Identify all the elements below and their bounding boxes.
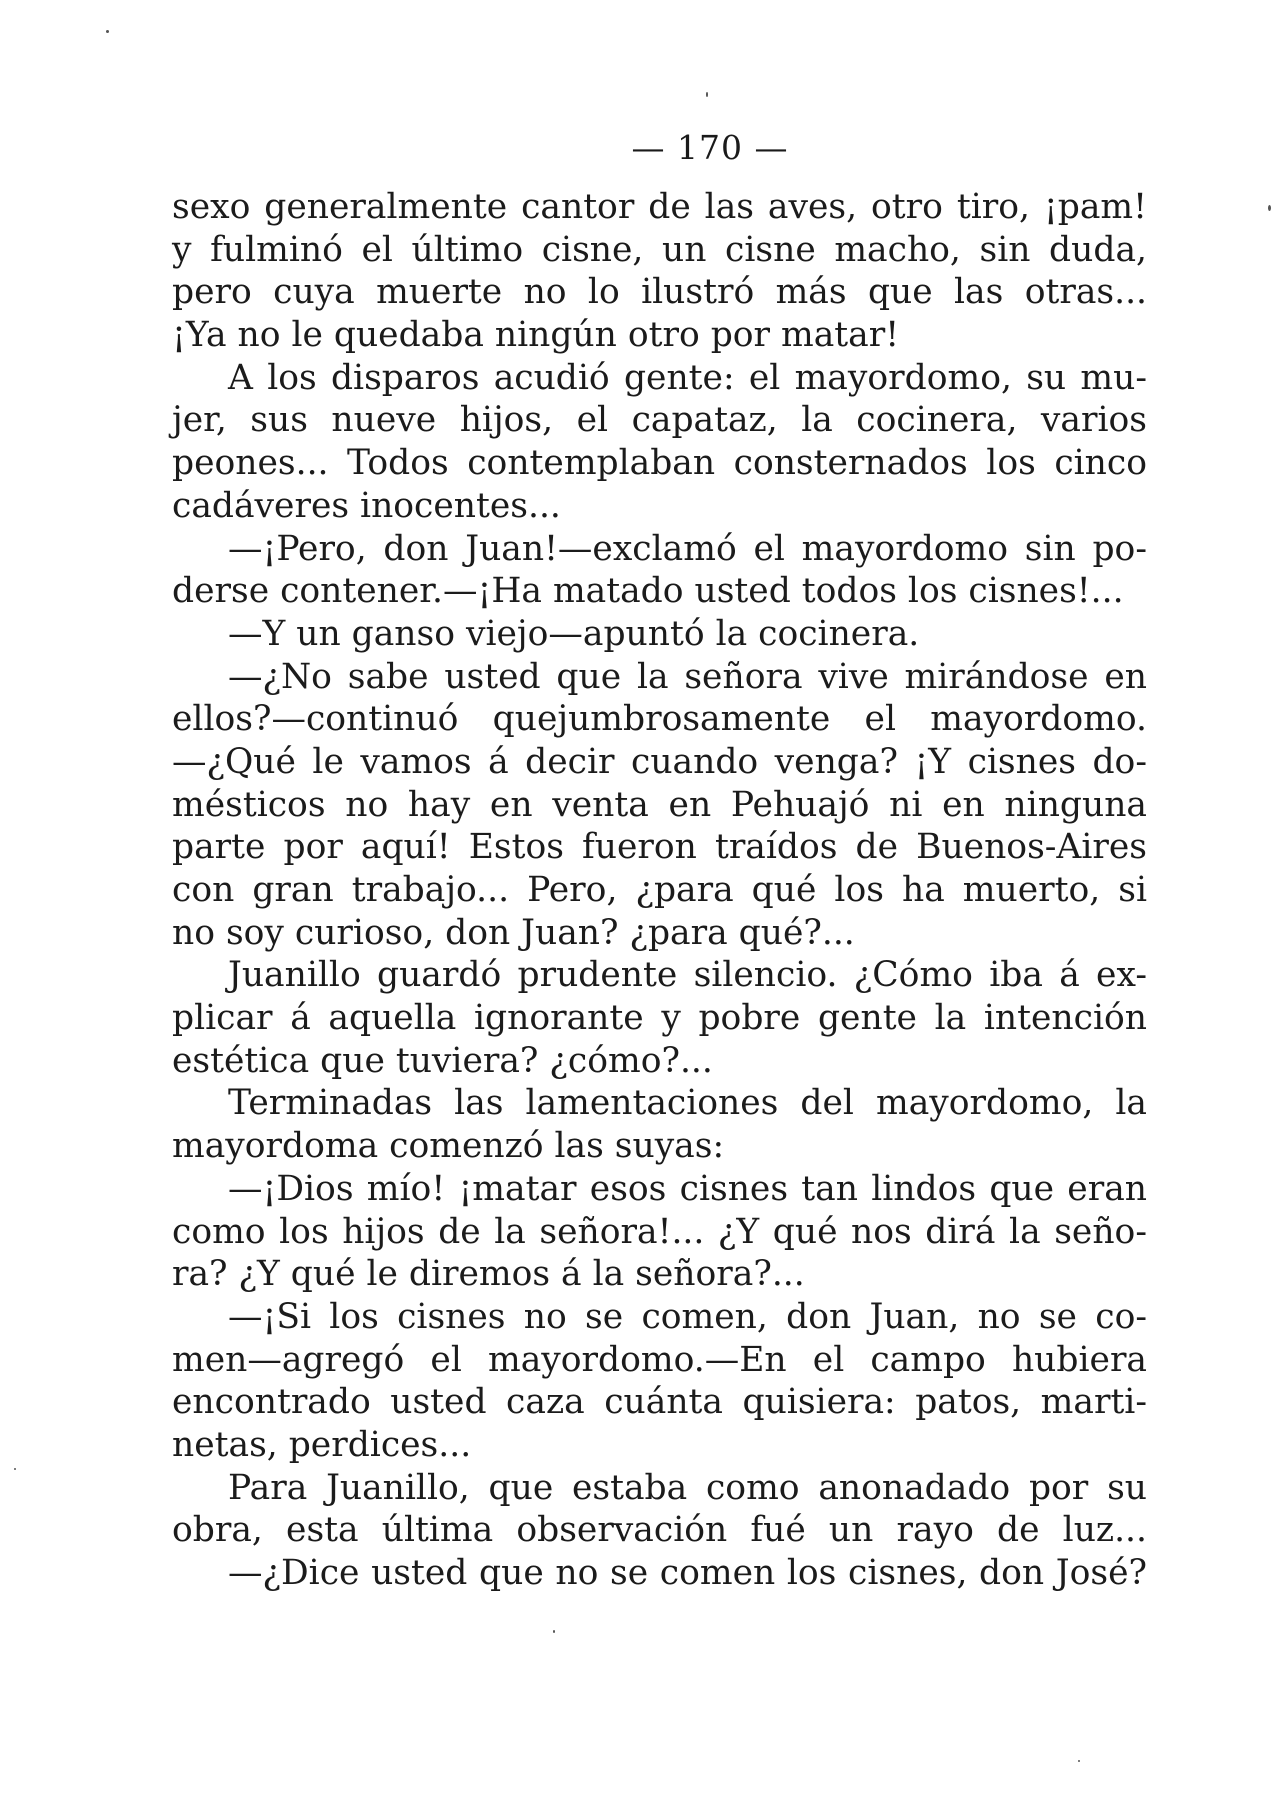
text-line: ¡Ya no le quedaba ningún otro por matar!	[172, 315, 900, 356]
text-line: ellos?—continuó quejumbrosamente el mayordomo.	[172, 699, 1147, 740]
text-line: Para Juanillo, que estaba como anonadado por su	[228, 1467, 1147, 1508]
text-line: parte por aquí! Estos fueron traídos de Buenos-Aires	[172, 827, 1147, 868]
text-line: —¿No sabe usted que la señora vive mirándose en	[228, 656, 1147, 697]
page-number: — 170 —	[631, 128, 789, 167]
text-line: men—agregó el mayordomo.—En el campo hubiera	[172, 1339, 1147, 1380]
text-line: sexo generalmente cantor de las aves, otro tiro, ¡pam!	[172, 187, 1147, 227]
text-line: —Y un ganso viejo—apuntó la cocinera.	[228, 613, 920, 654]
text-line: cadáveres inocentes...	[172, 485, 561, 526]
paper-speck	[14, 1468, 16, 1470]
paper-speck	[706, 92, 708, 97]
text-line: mayordoma comenzó las suyas:	[172, 1126, 725, 1167]
paper-speck	[106, 30, 109, 33]
text-line: netas, perdices...	[172, 1424, 472, 1465]
paper-speck	[1268, 205, 1271, 211]
text-line: derse contener.—¡Ha matado usted todos los cisnes!...	[172, 571, 1124, 612]
text-line: peones... Todos contemplaban consternados los cinco	[172, 443, 1147, 484]
text-line: como los hijos de la señora!... ¿Y qué nos dirá la seño-	[172, 1211, 1147, 1252]
body-text	[172, 186, 1147, 1595]
text-line: Juanillo guardó prudente silencio. ¿Cómo iba á ex-	[228, 955, 1147, 996]
text-line: —¡Si los cisnes no se comen, don Juan, no se co-	[228, 1296, 1147, 1337]
text-line: ra? ¿Y qué le diremos á la señora?...	[172, 1254, 805, 1295]
paper-speck	[1078, 1760, 1080, 1762]
paper-speck	[553, 1630, 555, 1633]
text-line: obra, esta última observación fué un rayo de luz...	[172, 1510, 1147, 1551]
text-line: pero cuya muerte no lo ilustró más que las otras...	[172, 272, 1147, 313]
text-line: con gran trabajo... Pero, ¿para qué los ha muerto, si	[172, 870, 1147, 910]
text-line: encontrado usted caza cuánta quisiera: patos, marti-	[172, 1382, 1147, 1423]
text-line: mésticos no hay en venta en Pehuajó ni en ninguna	[172, 784, 1147, 825]
text-line: —¿Qué le vamos á decir cuando venga? ¡Y cisnes do-	[172, 741, 1147, 782]
text-line: estética que tuviera? ¿cómo?...	[172, 1040, 713, 1081]
text-line: plicar á aquella ignorante y pobre gente la intención	[172, 998, 1147, 1039]
text-line: —¡Pero, don Juan!—exclamó el mayordomo sin po-	[228, 528, 1147, 569]
text-line: A los disparos acudió gente: el mayordomo, su mu-	[228, 357, 1147, 398]
text-line: jer, sus nueve hijos, el capataz, la cocinera, varios	[172, 400, 1147, 441]
text-line: —¿Dice usted que no se comen los cisnes, don José?	[228, 1553, 1147, 1593]
text-line: Terminadas las lamentaciones del mayordomo, la	[228, 1083, 1147, 1124]
text-line: no soy curioso, don Juan? ¿para qué?...	[172, 912, 855, 953]
text-line: y fulminó el último cisne, un cisne macho, sin duda,	[172, 229, 1147, 270]
text-line: —¡Dios mío! ¡matar esos cisnes tan lindos que eran	[228, 1168, 1147, 1209]
